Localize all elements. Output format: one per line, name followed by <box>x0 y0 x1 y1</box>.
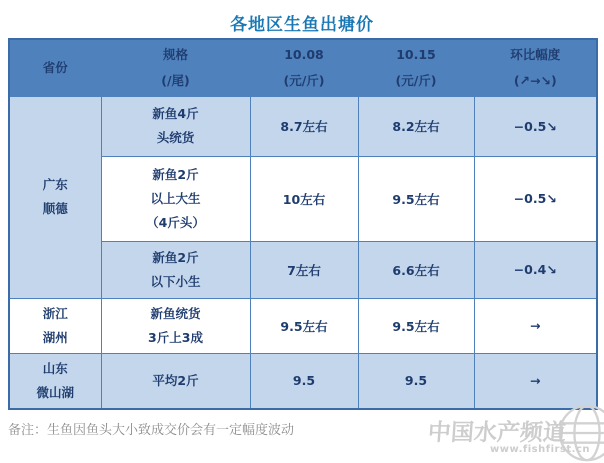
spec-line: 头统货 <box>156 130 195 145</box>
col-header-spec-line1: 规格 <box>162 46 188 62</box>
province-cell-shandong-weishanhu <box>9 353 101 409</box>
spec-line: 新鱼2斤 <box>152 249 199 265</box>
spec-cell <box>101 241 250 298</box>
province-line: 广东 <box>42 177 68 192</box>
change-cell: −0.5↘ <box>474 156 597 241</box>
footnote: 备注：生鱼因鱼头大小致成交价会有一定幅度波动 <box>8 423 295 438</box>
spec-line: 平均2斤 <box>152 372 199 388</box>
col-header-spec <box>101 39 250 96</box>
province-line: 微山湖 <box>36 384 74 400</box>
spec-cell <box>101 353 250 409</box>
page-title: 各地区生鱼出塘价 <box>230 15 374 35</box>
watermark-brand: 中国水产频道 <box>426 420 567 446</box>
col-header-province-label: 省份 <box>42 59 68 75</box>
table-row-zhejiang <box>9 298 597 353</box>
province-cell-guangdong-shunde <box>9 96 101 298</box>
province-line: 山东 <box>42 360 68 376</box>
spec-line: 以下小生 <box>150 273 201 289</box>
col-header-date1-line1: 10.08 <box>284 46 324 62</box>
col-header-date2-line2: (元/斤) <box>395 72 437 88</box>
col-header-province <box>9 39 101 96</box>
province-cell-zhejiang-huzhou <box>9 298 101 353</box>
spec-line: 以上大生 <box>150 190 201 206</box>
change-cell: → <box>474 298 597 353</box>
spec-line: 3斤上3成 <box>148 329 203 345</box>
col-header-change-line2: (↗→↘) <box>513 72 557 88</box>
spec-line: 新鱼4斤 <box>152 106 199 121</box>
price-1015-cell: 9.5 <box>358 353 474 409</box>
table-row-guangdong-1 <box>9 96 597 156</box>
col-header-change <box>474 39 597 96</box>
price-1008-cell: 9.5左右 <box>250 298 358 353</box>
price-1015-cell: 9.5左右 <box>358 156 474 241</box>
spec-cell <box>101 298 250 353</box>
spec-line: （4斤头） <box>146 214 205 230</box>
price-1015-cell: 9.5左右 <box>358 298 474 353</box>
spec-line: 新鱼2斤 <box>152 166 199 182</box>
price-1008-cell: 7左右 <box>250 241 358 298</box>
col-header-spec-line2: (/尾) <box>161 72 190 88</box>
watermark <box>428 408 604 463</box>
price-1015-cell: 8.2左右 <box>358 96 474 156</box>
col-header-change-line1: 环比幅度 <box>510 46 561 62</box>
change-cell: −0.4↘ <box>474 241 597 298</box>
spec-cell <box>101 96 250 156</box>
col-header-date1 <box>250 39 358 96</box>
province-line: 湖州 <box>42 329 68 345</box>
price-1008-cell: 9.5 <box>250 353 358 409</box>
province-line: 顺德 <box>42 201 68 216</box>
watermark-url: www.fishfirst.cn <box>490 444 591 455</box>
spec-cell <box>101 156 250 241</box>
price-1008-cell: 8.7左右 <box>250 96 358 156</box>
col-header-date2 <box>358 39 474 96</box>
table-row-shandong <box>9 353 597 409</box>
change-cell: −0.5↘ <box>474 96 597 156</box>
spec-line: 新鱼统货 <box>150 305 201 321</box>
col-header-date2-line1: 10.15 <box>396 46 436 62</box>
change-cell: → <box>474 353 597 409</box>
price-1008-cell: 10左右 <box>250 156 358 241</box>
col-header-date1-line2: (元/斤) <box>283 72 325 88</box>
province-line: 浙江 <box>42 305 68 321</box>
header-row <box>9 39 597 96</box>
price-table <box>8 38 598 410</box>
price-1015-cell: 6.6左右 <box>358 241 474 298</box>
